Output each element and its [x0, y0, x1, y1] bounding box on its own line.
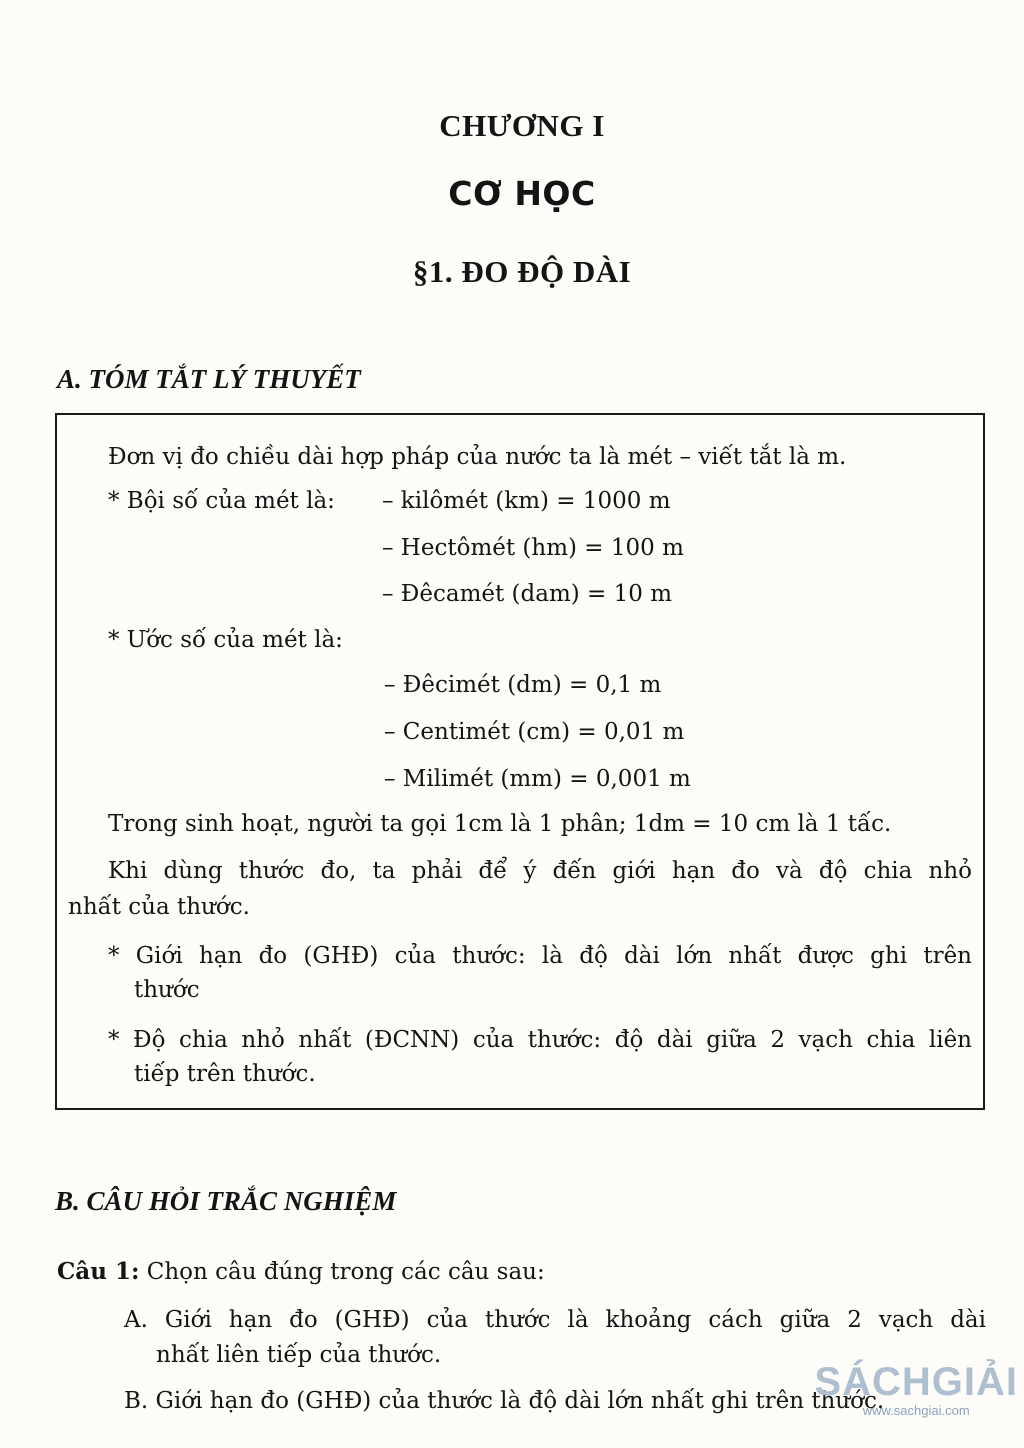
option-b: B. Giới hạn đo (GHĐ) của thước là độ dài lớn nhất ghi trên thước. [124, 1388, 885, 1414]
multiples-label: * Bội số của mét là: [108, 488, 335, 514]
option-a-line-2: nhất liên tiếp của thước. [156, 1342, 442, 1368]
question-1 [57, 1260, 545, 1284]
ruler-note-line-2: nhất của thước. [68, 894, 250, 920]
submultiple-cm: – Centimét (cm) = 0,01 m [384, 719, 685, 745]
submultiple-mm: – Milimét (mm) = 0,001 m [384, 766, 691, 792]
unit-definition: Đơn vị đo chiều dài hợp pháp của nước ta là mét – viết tắt là m. [108, 444, 847, 470]
watermark-logo [814, 1360, 1018, 1418]
daily-usage-line: Trong sinh hoạt, người ta gọi 1cm là 1 phân; 1dm = 10 cm là 1 tấc. [108, 811, 892, 837]
section-title: §1. ĐO ĐỘ DÀI [412, 254, 632, 289]
theory-heading: A. TÓM TẮT LÝ THUYẾT [57, 364, 361, 394]
part-title: CƠ HỌC [448, 174, 596, 213]
multiple-km: – kilômét (km) = 1000 m [382, 488, 671, 514]
submultiples-label: * Ước số của mét là: [108, 627, 343, 653]
multiple-dam: – Đêcamét (dam) = 10 m [382, 581, 673, 607]
submultiple-dm: – Đêcimét (dm) = 0,1 m [384, 672, 662, 698]
quiz-heading: B. CÂU HỎI TRẮC NGHIỆM [55, 1186, 397, 1216]
ghd-definition-line-2: thước [134, 977, 200, 1003]
chapter-title: CHƯƠNG I [439, 108, 605, 143]
ghd-definition-line-1: * Giới hạn đo (GHĐ) của thước: là độ dài lớn nhất được ghi trên [108, 943, 972, 969]
multiple-hm: – Hectômét (hm) = 100 m [382, 535, 684, 561]
watermark-brand: SÁCHGIẢI [814, 1360, 1018, 1404]
dcnn-definition-line-2: tiếp trên thước. [134, 1061, 316, 1087]
watermark-url: www.sachgiai.com [862, 1403, 970, 1418]
option-a-line-1: A. Giới hạn đo (GHĐ) của thước là khoảng cách giữa 2 vạch dài [124, 1307, 986, 1333]
ruler-note-line-1: Khi dùng thước đo, ta phải để ý đến giới hạn đo và độ chia nhỏ [108, 858, 972, 884]
question-1-text: Chọn câu đúng trong các câu sau: [146, 1259, 545, 1285]
question-1-label: Câu 1: [57, 1258, 140, 1285]
theory-summary-box [55, 413, 985, 1110]
dcnn-definition-line-1: * Độ chia nhỏ nhất (ĐCNN) của thước: độ dài giữa 2 vạch chia liên [108, 1027, 972, 1053]
